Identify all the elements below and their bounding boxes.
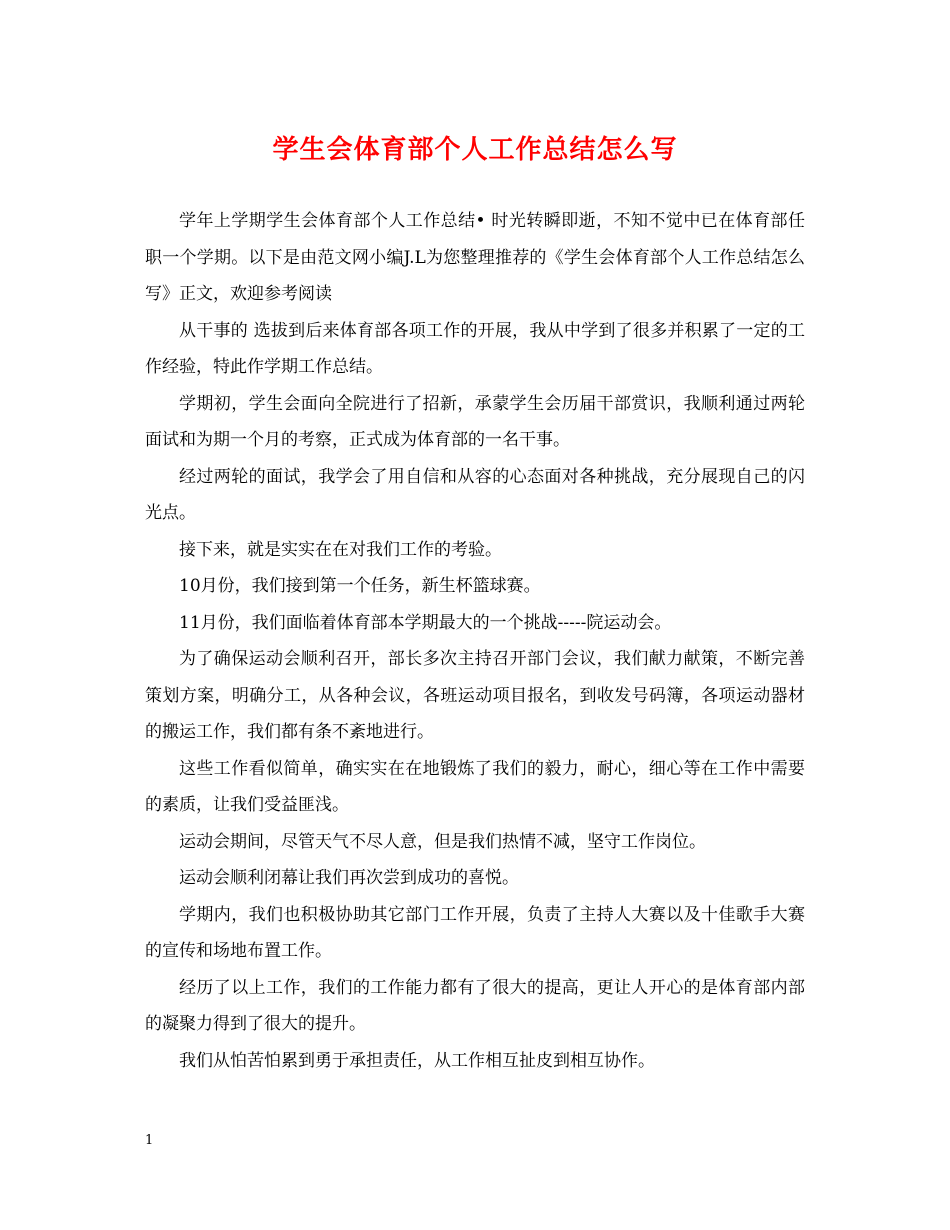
paragraph: 学期内，我们也积极协助其它部门工作开展，负责了主持人大赛以及十佳歌手大赛的宣传和场地布置工作。 [145,904,805,961]
paragraph: 接下来，就是实实在在对我们工作的考验。 [179,539,502,560]
document-title: 学生会体育部个人工作总结怎么写 [272,135,678,165]
paragraph: 学期初，学生会面向全院进行了招新，承蒙学生会历届干部赏识，我顺利通过两轮面试和为期一个月的考察，正式成为体育部的一名干事。 [145,393,805,450]
paragraph: 经历了以上工作，我们的工作能力都有了很大的提高，更让人开心的是体育部内部的凝聚力得到了很大的提升。 [145,977,805,1034]
paragraph: 经过两轮的面试，我学会了用自信和从容的心态面对各种挑战，充分展现自己的闪光点。 [145,466,805,523]
paragraph: 为了确保运动会顺利召开，部长多次主持召开部门会议，我们献力献策，不断完善策划方案，明确分工，从各种会议，各班运动项目报名，到收发号码簿，各项运动器材的搬运工作，我们都有条不紊地进行。 [145,649,805,742]
paragraph: 11月份，我们面临着体育部本学期最大的一个挑战-----院运动会。 [179,612,672,633]
document-body [145,203,805,1079]
page-number: 1 [145,1133,154,1148]
paragraph: 运动会顺利闭幕让我们再次尝到成功的喜悦。 [179,868,519,888]
paragraph: 从干事的 选拔到后来体育部各项工作的开展，我从中学到了很多并积累了一定的工作经验，特此作学期工作总结。 [145,320,805,377]
paragraph: 我们从怕苦怕累到勇于承担责任，从工作相互扯皮到相互协作。 [179,1050,655,1071]
paragraph: 运动会期间，尽管天气不尽人意，但是我们热情不减，坚守工作岗位。 [179,831,706,852]
paragraph: 这些工作看似简单，确实实在在地锻炼了我们的毅力，耐心，细心等在工作中需要的素质，让我们受益匪浅。 [145,758,805,815]
paragraph: 学年上学期学生会体育部个人工作总结• 时光转瞬即逝，不知不觉中已在体育部任职一个学期。以下是由范文网小编J.L为您整理推荐的《学生会体育部个人工作总结怎么写》正文，欢迎参考阅读 [145,211,805,304]
paragraph: 10月份，我们接到第一个任务，新生杯篮球赛。 [179,576,541,596]
